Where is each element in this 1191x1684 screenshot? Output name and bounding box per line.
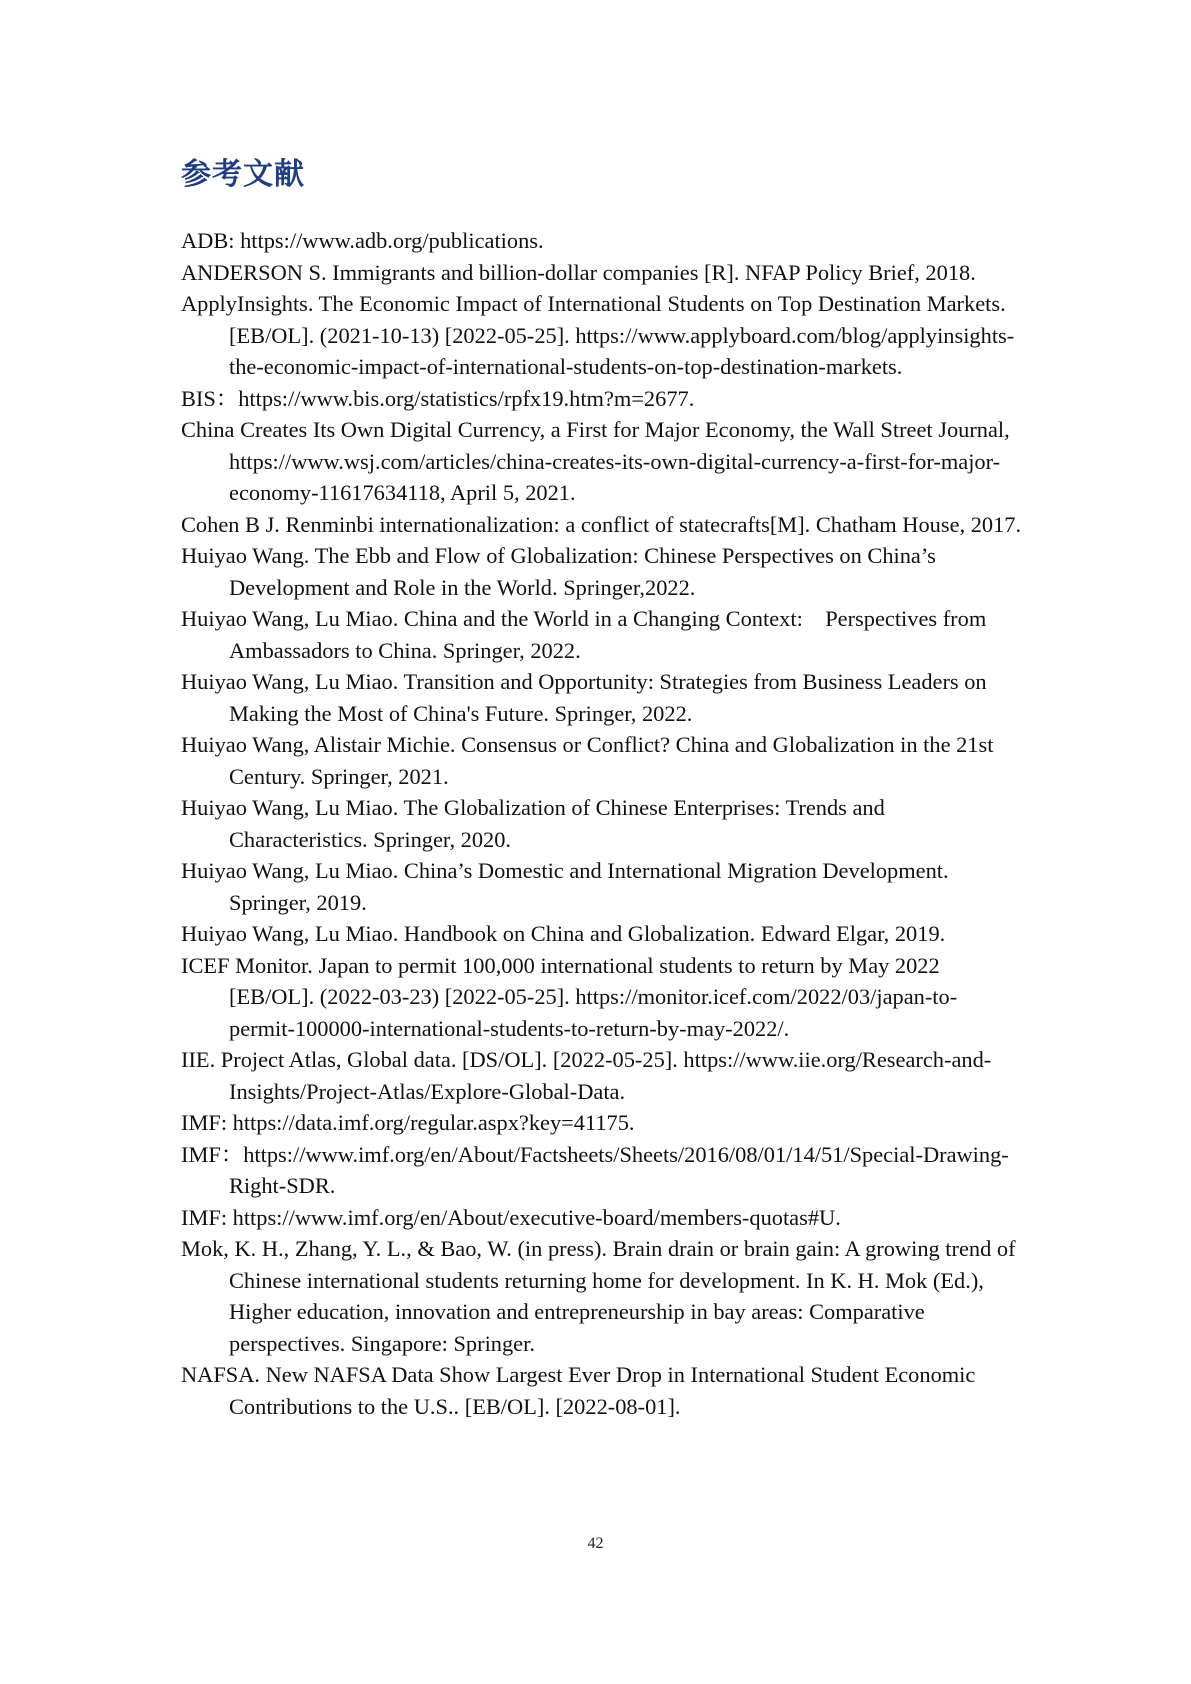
reference-item: Huiyao Wang, Lu Miao. China and the World in a Changing Context: Perspectives from Ambassadors to China. Springer, 2022. [181, 606, 987, 663]
reference-item: BIS：https://www.bis.org/statistics/rpfx19.htm?m=2677. [181, 385, 695, 411]
reference-item: ADB: https://www.adb.org/publications. [181, 228, 544, 253]
reference-item: Huiyao Wang, Lu Miao. Transition and Opportunity: Strategies from Business Leaders on Making the Most of China's Future. Springer, 2022. [181, 669, 987, 726]
reference-item: IMF：https://www.imf.org/en/About/Factsheets/Sheets/2016/08/01/14/51/Special-Drawing-Right-SDR. [181, 1141, 1009, 1198]
reference-item: Mok, K. H., Zhang, Y. L., & Bao, W. (in press). Brain drain or brain gain: A growing trend of Chinese international students returning home for development. In K. H. Mok (Ed.), Higher education, innovation and entrepreneurship in bay areas: Comparative perspectives. Singapore: Springer. [181, 1236, 1016, 1356]
reference-item: Cohen B J. Renminbi internationalization: a conflict of statecrafts[M]. Chatham House, 2017. [181, 511, 1022, 537]
reference-item: Huiyao Wang, Lu Miao. China’s Domestic and International Migration Development. Springer, 2019. [181, 858, 949, 915]
page-number: 42 [587, 1535, 604, 1552]
reference-item: NAFSA. New NAFSA Data Show Largest Ever Drop in International Student Economic Contributions to the U.S.. [EB/OL]. [2022-08-01]. [181, 1362, 976, 1419]
reference-item: IMF: https://data.imf.org/regular.aspx?key=41175. [181, 1110, 635, 1135]
reference-item: Huiyao Wang. The Ebb and Flow of Globalization: Chinese Perspectives on China’s Development and Role in the World. Springer,2022. [181, 543, 936, 600]
reference-item: ApplyInsights. The Economic Impact of International Students on Top Destination Markets. [EB/OL]. (2021-10-13) [2022-05-25]. https://www.applyboard.com/blog/applyinsights-the-economic-impact-of-international-students-on-top-destination-markets. [181, 291, 1015, 379]
section-heading: 参考文献 [181, 157, 305, 192]
reference-item: China Creates Its Own Digital Currency, a First for Major Economy, the Wall Street Journal, https://www.wsj.com/articles/china-creates-its-own-digital-currency-a-first-for-major-economy-11617634118, April 5, 2021. [181, 417, 1010, 505]
reference-item: Huiyao Wang, Lu Miao. Handbook on China and Globalization. Edward Elgar, 2019. [181, 921, 946, 946]
reference-list [181, 225, 1023, 1422]
reference-item: ANDERSON S. Immigrants and billion-dollar companies [R]. NFAP Policy Brief, 2018. [181, 259, 976, 285]
reference-item: Huiyao Wang, Lu Miao. The Globalization of Chinese Enterprises: Trends and Characteristics. Springer, 2020. [181, 795, 885, 852]
reference-item: Huiyao Wang, Alistair Michie. Consensus or Conflict? China and Globalization in the 21st Century. Springer, 2021. [181, 732, 994, 789]
reference-item: ICEF Monitor. Japan to permit 100,000 international students to return by May 2022 [EB/OL]. (2022-03-23) [2022-05-25]. https://monitor.icef.com/2022/03/japan-to-permit-100000-international-students-to-return-by-may-2022/. [181, 952, 958, 1041]
reference-item: IMF: https://www.imf.org/en/About/executive-board/members-quotas#U. [181, 1204, 841, 1230]
reference-item: IIE. Project Atlas, Global data. [DS/OL]. [2022-05-25]. https://www.iie.org/Research-and-Insights/Project-Atlas/Explore-Global-Data. [181, 1047, 992, 1104]
